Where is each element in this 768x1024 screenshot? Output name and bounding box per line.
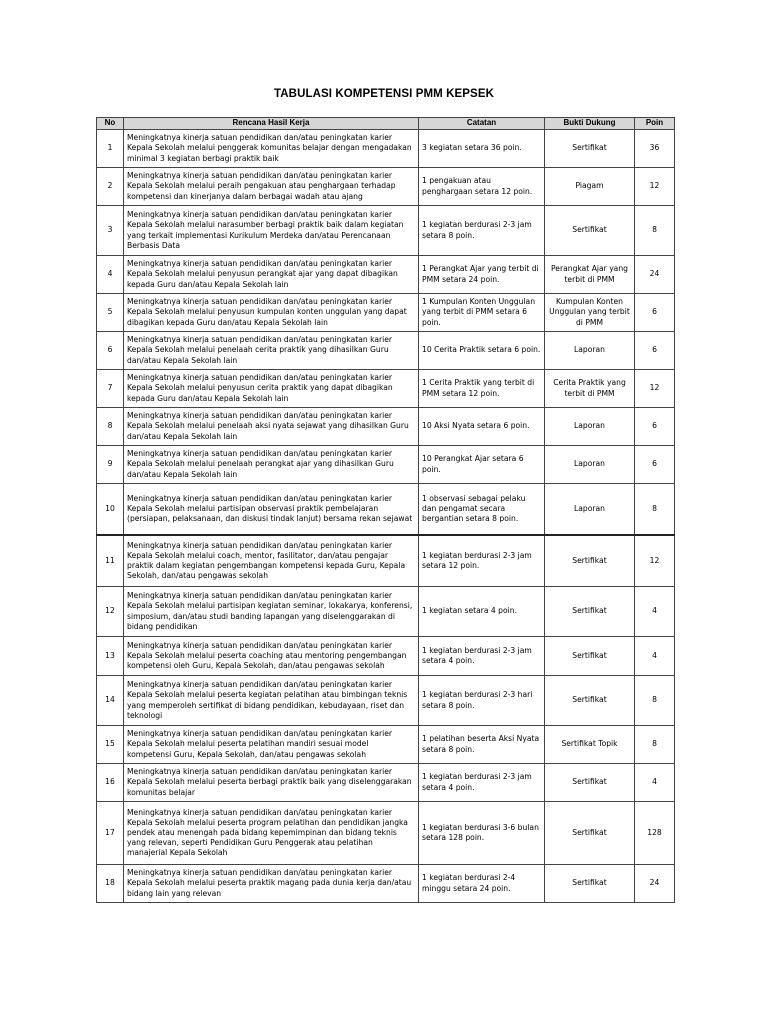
cell-rencana: Meningkatnya kinerja satuan pendidikan dan/atau peningkatan karier Kepala Sekolah melalui penelaah aksi nyata sejawat yang dihasilkan Guru dan/atau Kepala Sekolah lain [124, 408, 419, 446]
table-row [97, 587, 675, 637]
cell-poin: 24 [635, 256, 675, 294]
document-title: TABULASI KOMPETENSI PMM KEPSEK [273, 88, 495, 100]
cell-poin: 6 [635, 332, 675, 370]
cell-rencana: Meningkatnya kinerja satuan pendidikan dan/atau peningkatan karier Kepala Sekolah melalui peserta coaching atau mentoring pengembangan kompetensi oleh Guru, Kepala Sekolah, dan/atau pengawas sekolah [124, 637, 419, 676]
cell-poin: 6 [635, 408, 675, 446]
cell-bukti: Sertifikat [545, 130, 635, 168]
table-row [97, 676, 675, 726]
table-row [97, 764, 675, 802]
table-row [97, 332, 675, 370]
table-body [97, 130, 675, 903]
cell-no: 12 [97, 587, 124, 637]
cell-no: 3 [97, 206, 124, 256]
cell-no: 6 [97, 332, 124, 370]
cell-no: 2 [97, 168, 124, 206]
header-catatan: Catatan [419, 118, 545, 130]
cell-no: 11 [97, 535, 124, 587]
cell-catatan: 3 kegiatan setara 36 poin. [419, 130, 545, 168]
cell-no: 18 [97, 865, 124, 903]
cell-bukti: Sertifikat [545, 764, 635, 802]
cell-catatan: 10 Perangkat Ajar setara 6 poin. [419, 446, 545, 484]
cell-poin: 12 [635, 168, 675, 206]
cell-bukti: Piagam [545, 168, 635, 206]
cell-no: 14 [97, 676, 124, 726]
table-row [97, 637, 675, 676]
cell-rencana: Meningkatnya kinerja satuan pendidikan dan/atau peningkatan karier Kepala Sekolah melalui peserta pelatihan mandiri sesuai model kompetensi Guru, Kepala Sekolah, dan/atau pengawas sekolah [124, 726, 419, 764]
cell-poin: 12 [635, 370, 675, 408]
cell-rencana: Meningkatnya kinerja satuan pendidikan dan/atau peningkatan karier Kepala Sekolah melalui penyusun cerita praktik yang dapat dibagikan kepada Guru dan/atau Kepala Sekolah lain [124, 370, 419, 408]
cell-catatan: 10 Aksi Nyata setara 6 poin. [419, 408, 545, 446]
cell-rencana: Meningkatnya kinerja satuan pendidikan dan/atau peningkatan karier Kepala Sekolah melalui penelaah cerita praktik yang dihasilkan Guru dan/atau Kepala Sekolah lain [124, 332, 419, 370]
cell-rencana: Meningkatnya kinerja satuan pendidikan dan/atau peningkatan karier Kepala Sekolah melalui coach, mentor, fasilitator, dan/atau pengajar praktik dalam kegiatan pengembangan kompetensi kepada Guru, Kepala Sekolah, dan/atau pengawas sekolah [124, 535, 419, 587]
cell-no: 7 [97, 370, 124, 408]
cell-bukti: Laporan [545, 332, 635, 370]
cell-poin: 128 [635, 802, 675, 865]
cell-poin: 8 [635, 484, 675, 535]
cell-rencana: Meningkatnya kinerja satuan pendidikan dan/atau peningkatan karier Kepala Sekolah melalui peserta program pelatihan dan pendidikan jangka pendek atau menengah pada bidang kepemimpinan dan bidang teknis yang relevan, seperti Pendidikan Guru Penggerak atau pelatihan manajerial Kepala Sekolah [124, 802, 419, 865]
cell-no: 9 [97, 446, 124, 484]
cell-bukti: Laporan [545, 446, 635, 484]
cell-bukti: Kumpulan Konten Unggulan yang terbit di PMM [545, 294, 635, 332]
table-row [97, 865, 675, 903]
cell-bukti: Laporan [545, 484, 635, 535]
cell-no: 15 [97, 726, 124, 764]
table-row [97, 446, 675, 484]
cell-bukti: Sertifikat [545, 676, 635, 726]
table-header-row [97, 118, 675, 130]
table-row [97, 168, 675, 206]
table-row [97, 370, 675, 408]
cell-poin: 36 [635, 130, 675, 168]
cell-no: 1 [97, 130, 124, 168]
cell-bukti: Sertifikat [545, 865, 635, 903]
cell-bukti: Cerita Praktik yang terbit di PMM [545, 370, 635, 408]
cell-no: 17 [97, 802, 124, 865]
cell-bukti: Laporan [545, 408, 635, 446]
cell-rencana: Meningkatnya kinerja satuan pendidikan dan/atau peningkatan karier Kepala Sekolah melalui peraih pengakuan atau penghargaan terhadap kompetensi dan kinerjanya dalam berbagai wadah atau ajang [124, 168, 419, 206]
table-row [97, 802, 675, 865]
cell-rencana: Meningkatnya kinerja satuan pendidikan dan/atau peningkatan karier Kepala Sekolah melalui peserta kegiatan pelatihan atau bimbingan teknis yang memperoleh sertifikat di bidang pendidikan, kebudayaan, riset dan teknologi [124, 676, 419, 726]
table-row [97, 408, 675, 446]
cell-poin: 6 [635, 446, 675, 484]
cell-no: 8 [97, 408, 124, 446]
cell-catatan: 1 observasi sebagai pelaku dan pengamat secara bergantian setara 8 poin. [419, 484, 545, 535]
cell-no: 10 [97, 484, 124, 535]
cell-bukti: Perangkat Ajar yang terbit di PMM [545, 256, 635, 294]
cell-bukti: Sertifikat [545, 637, 635, 676]
header-no: No [97, 118, 124, 130]
cell-catatan: 1 kegiatan berdurasi 2-3 jam setara 4 poin. [419, 764, 545, 802]
cell-poin: 8 [635, 676, 675, 726]
cell-catatan: 1 kegiatan berdurasi 2-3 hari setara 8 poin. [419, 676, 545, 726]
competency-table [96, 117, 675, 903]
cell-catatan: 1 Cerita Praktik yang terbit di PMM setara 12 poin. [419, 370, 545, 408]
cell-poin: 6 [635, 294, 675, 332]
cell-catatan: 1 kegiatan berdurasi 2-3 jam setara 4 poin. [419, 637, 545, 676]
cell-rencana: Meningkatnya kinerja satuan pendidikan dan/atau peningkatan karier Kepala Sekolah melalui penggerak komunitas belajar dengan mengadakan minimal 3 kegiatan berbagi praktik baik [124, 130, 419, 168]
cell-bukti: Sertifikat [545, 206, 635, 256]
cell-catatan: 1 pengakuan atau penghargaan setara 12 poin. [419, 168, 545, 206]
cell-rencana: Meningkatnya kinerja satuan pendidikan dan/atau peningkatan karier Kepala Sekolah melalui penyusun kumpulan konten unggulan yang dapat dibagikan kepada Guru dan/atau Kepala Sekolah lain [124, 294, 419, 332]
header-bukti: Bukti Dukung [545, 118, 635, 130]
cell-no: 4 [97, 256, 124, 294]
header-rencana: Rencana Hasil Kerja [124, 118, 419, 130]
cell-bukti: Sertifikat [545, 587, 635, 637]
table-row [97, 484, 675, 535]
header-poin: Poin [635, 118, 675, 130]
cell-bukti: Sertifikat [545, 802, 635, 865]
cell-rencana: Meningkatnya kinerja satuan pendidikan dan/atau peningkatan karier Kepala Sekolah melalui partisipan observasi praktik pembelajaran (persiapan, pelaksanaan, dan diskusi tindak lanjut) bersama rekan sejawat [124, 484, 419, 535]
cell-catatan: 1 kegiatan berdurasi 2-4 minggu setara 24 poin. [419, 865, 545, 903]
cell-no: 13 [97, 637, 124, 676]
cell-rencana: Meningkatnya kinerja satuan pendidikan dan/atau peningkatan karier Kepala Sekolah melalui peserta berbagi praktik baik yang diselenggarakan komunitas belajar [124, 764, 419, 802]
cell-rencana: Meningkatnya kinerja satuan pendidikan dan/atau peningkatan karier Kepala Sekolah melalui partisipan kegiatan seminar, lokakarya, konferensi, simposium, dan/atau studi banding lapangan yang diselenggarakan di bidang pendidikan [124, 587, 419, 637]
cell-no: 16 [97, 764, 124, 802]
cell-poin: 12 [635, 535, 675, 587]
cell-rencana: Meningkatnya kinerja satuan pendidikan dan/atau peningkatan karier Kepala Sekolah melalui narasumber berbagi praktik baik dalam kegiatan yang terkait implementasi Kurikulum Merdeka dan/atau Perencanaan Berbasis Data [124, 206, 419, 256]
cell-catatan: 10 Cerita Praktik setara 6 poin. [419, 332, 545, 370]
cell-catatan: 1 kegiatan setara 4 poin. [419, 587, 545, 637]
cell-poin: 24 [635, 865, 675, 903]
cell-poin: 4 [635, 637, 675, 676]
cell-no: 5 [97, 294, 124, 332]
table-row [97, 206, 675, 256]
cell-poin: 4 [635, 587, 675, 637]
cell-bukti: Sertifikat [545, 535, 635, 587]
cell-rencana: Meningkatnya kinerja satuan pendidikan dan/atau peningkatan karier Kepala Sekolah melalui peserta praktik magang pada dunia kerja dan/atau bidang lain yang relevan [124, 865, 419, 903]
cell-poin: 8 [635, 726, 675, 764]
table-row [97, 294, 675, 332]
table-row [97, 256, 675, 294]
cell-poin: 4 [635, 764, 675, 802]
cell-catatan: 1 kegiatan berdurasi 3-6 bulan setara 128 poin. [419, 802, 545, 865]
cell-catatan: 1 kegiatan berdurasi 2-3 jam setara 12 poin. [419, 535, 545, 587]
cell-catatan: 1 Kumpulan Konten Unggulan yang terbit di PMM setara 6 poin. [419, 294, 545, 332]
cell-bukti: Sertifikat Topik [545, 726, 635, 764]
table-row [97, 130, 675, 168]
cell-catatan: 1 kegiatan berdurasi 2-3 jam setara 8 poin. [419, 206, 545, 256]
cell-catatan: 1 pelatihan beserta Aksi Nyata setara 8 poin. [419, 726, 545, 764]
cell-rencana: Meningkatnya kinerja satuan pendidikan dan/atau peningkatan karier Kepala Sekolah melalui penelaah perangkat ajar yang dihasilkan Guru dan/atau Kepala Sekolah lain [124, 446, 419, 484]
cell-catatan: 1 Perangkat Ajar yang terbit di PMM setara 24 poin. [419, 256, 545, 294]
table-row [97, 535, 675, 587]
table-row [97, 726, 675, 764]
cell-poin: 8 [635, 206, 675, 256]
cell-rencana: Meningkatnya kinerja satuan pendidikan dan/atau peningkatan karier Kepala Sekolah melalui penyusun perangkat ajar yang dapat dibagikan kepada Guru dan/atau Kepala Sekolah lain [124, 256, 419, 294]
